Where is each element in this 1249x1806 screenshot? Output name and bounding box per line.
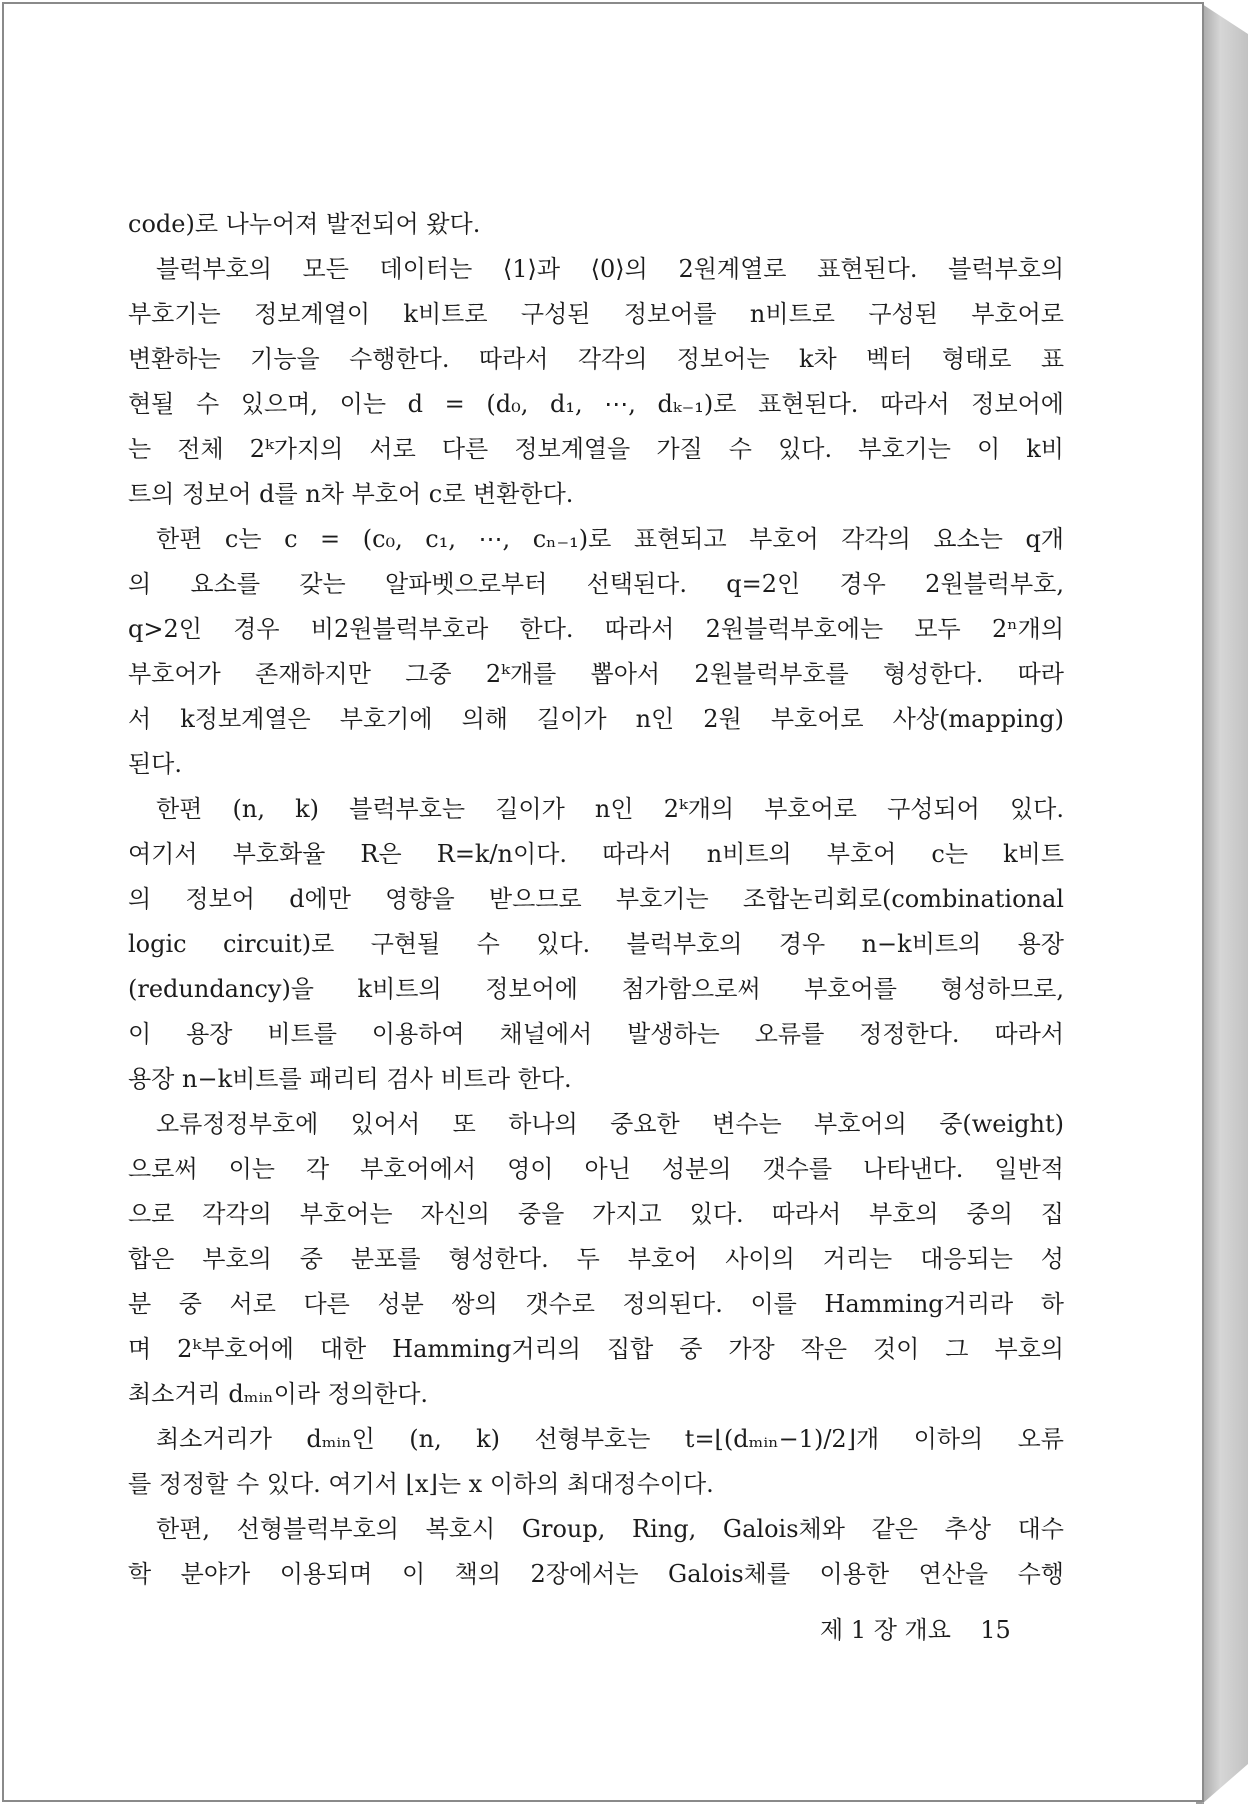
text-line: 는 전체 2ᵏ가지의 서로 다른 정보계열을 가질 수 있다. 부호기는 이 k비 xyxy=(128,435,1064,463)
text-line: 으로 각각의 부호어는 자신의 중을 가지고 있다. 따라서 부호의 중의 집 xyxy=(128,1200,1064,1228)
text-line: 학 분야가 이용되며 이 책의 2장에서는 Galois체를 이용한 연산을 수행 xyxy=(128,1560,1064,1588)
text-line: 여기서 부호화율 R은 R=k/n이다. 따라서 n비트의 부호어 c는 k비트 xyxy=(128,840,1064,868)
text-line: 최소거리가 dₘᵢₙ인 (n, k) 선형부호는 t=⌊(dₘᵢₙ−1)/2⌋개 이하의 오류 xyxy=(156,1425,1064,1453)
text-line: code)로 나누어져 발전되어 왔다. xyxy=(128,210,481,238)
text-line: 최소거리 dₘᵢₙ이라 정의한다. xyxy=(128,1380,429,1408)
text-line: 용장 n−k비트를 패리티 검사 비트라 한다. xyxy=(128,1065,572,1093)
text-line: 의 요소를 갖는 알파벳으로부터 선택된다. q=2인 경우 2원블럭부호, xyxy=(128,570,1064,598)
text-line: 현될 수 있으며, 이는 d = (d₀, d₁, ⋯, dₖ₋₁)로 표현된다. 따라서 정보어에 xyxy=(128,390,1064,418)
text-line: 변환하는 기능을 수행한다. 따라서 각각의 정보어는 k차 벡터 형태로 표 xyxy=(128,345,1064,373)
text-line: 의 정보어 d에만 영향을 받으므로 부호기는 조합논리회로(combinational xyxy=(128,885,1064,913)
page-edge xyxy=(1202,4,1248,1804)
text-line: 오류정정부호에 있어서 또 하나의 중요한 변수는 부호어의 중(weight) xyxy=(156,1110,1064,1138)
text-line: 분 중 서로 다른 성분 쌍의 갯수로 정의된다. 이를 Hamming거리라 하 xyxy=(128,1290,1064,1318)
text-line: 부호어가 존재하지만 그중 2ᵏ개를 뽑아서 2원블럭부호를 형성한다. 따라 xyxy=(128,660,1064,688)
page-footer xyxy=(820,1608,1030,1652)
text-line: 이 용장 비트를 이용하여 채널에서 발생하는 오류를 정정한다. 따라서 xyxy=(128,1020,1064,1048)
text-line: 합은 부호의 중 분포를 형성한다. 두 부호어 사이의 거리는 대응되는 성 xyxy=(128,1245,1064,1273)
text-line: 를 정정할 수 있다. 여기서 ⌊x⌋는 x 이하의 최대정수이다. xyxy=(128,1470,714,1498)
text-line: (redundancy)을 k비트의 정보어에 첨가함으로써 부호어를 형성하므로, xyxy=(128,975,1064,1003)
text-line: 한편, 선형블럭부호의 복호시 Group, Ring, Galois체와 같은 추상 대수 xyxy=(156,1515,1064,1543)
text-line: 블럭부호의 모든 데이터는 ⟨1⟩과 ⟨0⟩의 2원계열로 표현된다. 블럭부호의 xyxy=(156,255,1064,283)
text-line: 트의 정보어 d를 n차 부호어 c로 변환한다. xyxy=(128,480,574,508)
text-line: 으로써 이는 각 부호어에서 영이 아닌 성분의 갯수를 나타낸다. 일반적 xyxy=(128,1155,1064,1183)
text-line: 된다. xyxy=(128,750,182,778)
text-line: 서 k정보계열은 부호기에 의해 길이가 n인 2원 부호어로 사상(mapping) xyxy=(128,705,1064,733)
chapter-label: 제 1 장 개요 xyxy=(820,1616,951,1644)
text-line: q>2인 경우 비2원블럭부호라 한다. 따라서 2원블럭부호에는 모두 2ⁿ개의 xyxy=(128,615,1064,643)
text-line: 한편 c는 c = (c₀, c₁, ⋯, cₙ₋₁)로 표현되고 부호어 각각의 요소는 q개 xyxy=(156,525,1064,553)
text-line: logic circuit)로 구현될 수 있다. 블럭부호의 경우 n−k비트의 용장 xyxy=(128,930,1064,958)
text-line: 한편 (n, k) 블럭부호는 길이가 n인 2ᵏ개의 부호어로 구성되어 있다. xyxy=(156,795,1064,823)
page-number: 15 xyxy=(980,1616,1011,1644)
text-line: 며 2ᵏ부호어에 대한 Hamming거리의 집합 중 가장 작은 것이 그 부호의 xyxy=(128,1335,1064,1363)
text-line: 부호기는 정보계열이 k비트로 구성된 정보어를 n비트로 구성된 부호어로 xyxy=(128,300,1064,328)
